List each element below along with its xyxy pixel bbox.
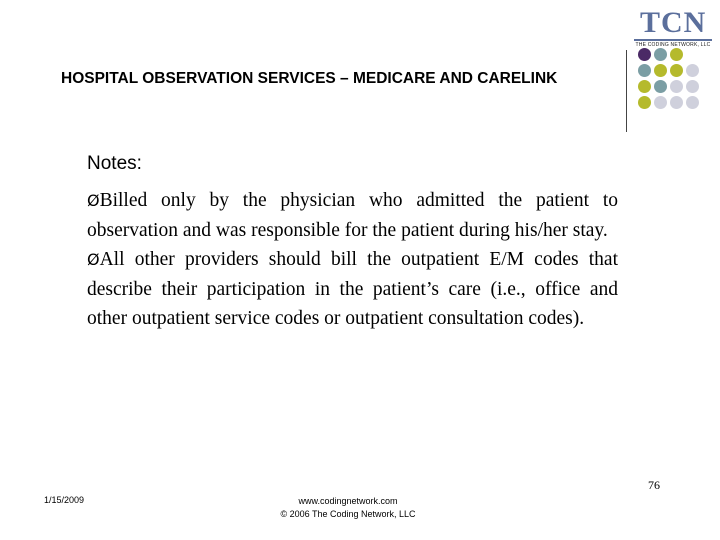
dot (638, 64, 651, 77)
notes-label: Notes: (87, 153, 142, 174)
bullet-text: Billed only by the physician who admitted the patient to observation and was responsible for the patient during his/her stay. (87, 190, 618, 241)
dot (686, 64, 699, 77)
dot (686, 80, 699, 93)
arrow-bullet-icon: Ø (87, 250, 100, 269)
company-logo (632, 8, 714, 50)
dot (686, 96, 699, 109)
dot (670, 64, 683, 77)
decorative-dot-grid (638, 48, 718, 128)
dot (670, 96, 683, 109)
dot (670, 80, 683, 93)
decorative-divider (626, 50, 627, 132)
dot (670, 48, 683, 61)
dot (654, 48, 667, 61)
footer-center (248, 495, 448, 521)
dot (654, 96, 667, 109)
slide-title: HOSPITAL OBSERVATION SERVICES – MEDICARE AND CARELINK (61, 70, 558, 87)
logo-letters: TCN (640, 6, 707, 39)
footer-date: 1/15/2009 (44, 495, 85, 505)
arrow-bullet-icon: Ø (87, 191, 100, 210)
logo-subtitle: THE CODING NETWORK, LLC (635, 42, 711, 48)
page-number: 76 (648, 478, 660, 492)
dot (638, 96, 651, 109)
bullet-item (87, 186, 618, 245)
dot (654, 64, 667, 77)
footer-website: www.codingnetwork.com (298, 496, 398, 506)
bullet-item (87, 245, 618, 334)
logo-underline (634, 39, 712, 41)
bullet-text: All other providers should bill the outpatient E/M codes that describe their participation in the patient’s care (i.e., office and other outpatient service codes or outpatient consultation codes). (87, 249, 618, 329)
dot (638, 48, 651, 61)
footer-copyright: © 2006 The Coding Network, LLC (280, 509, 416, 519)
dot (638, 80, 651, 93)
notes-body (87, 186, 618, 334)
dot (654, 80, 667, 93)
